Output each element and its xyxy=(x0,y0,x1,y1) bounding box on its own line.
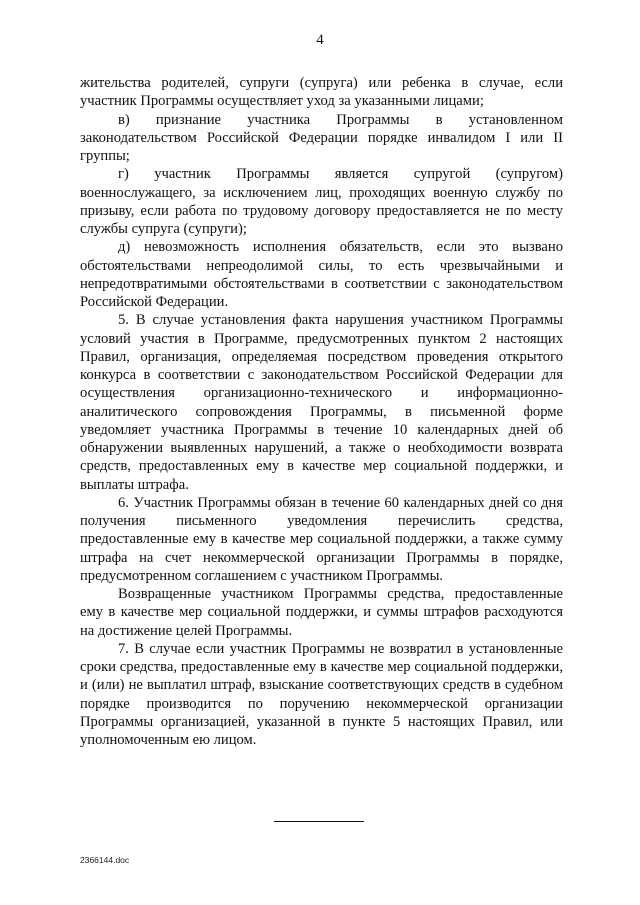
document-file-id: 2366144.doc xyxy=(80,855,130,865)
page-number: 4 xyxy=(316,32,324,48)
paragraph-item-d: д) невозможность исполнения обязательств, если это вызвано обстоятельствами непреодолимой силы, то есть чрезвычайными и непредотвратимыми обстоятельствами в соответствии с законодательством Российской Федерации. xyxy=(80,239,563,310)
paragraph-clause-7: 7. В случае если участник Программы не возвратил в установленные сроки средства, предоставленные ему в качестве мер социальной поддержки, и (или) не выплатил штраф, взыскание соответствующих средств в судебном порядке производится по поручению некоммерческой организации Программы организацией, указанной в пункте 5 настоящих Правил, или уполномоченным ею лицом. xyxy=(80,640,563,748)
paragraph-returned-funds: Возвращенные участником Программы средства, предоставленные ему в качестве мер социальной поддержки, и суммы штрафов расходуются на достижение целей Программы. xyxy=(80,586,563,639)
paragraph-clause-5: 5. В случае установления факта нарушения участником Программы условий участия в Программе, предусмотренных пунктом 2 настоящих Правил, организация, определяемая посредством проведения открытого конкурса в соответствии с законодательством Российской Федерации для осуществления организационно-технического и информационно-аналитического сопровождения Программы, в письменной форме уведомляет участника Программы в течение 10 календарных дней об обнаружении выявленных нарушений, а также о необходимости возврата средств, предоставленных ему в качестве мер социальной поддержки, и выплаты штрафа. xyxy=(80,312,563,493)
document-body xyxy=(80,74,563,749)
paragraph-item-g: г) участник Программы является супругой (супругом) военнослужащего, за исключением лиц, проходящих военную службу по призыву, если работа по трудовому договору предоставляется не по месту службы супруга (супруги); xyxy=(80,166,563,237)
paragraph-item-v: в) признание участника Программы в установленном законодательством Российской Федерации порядке инвалидом I или II группы; xyxy=(80,111,563,164)
paragraph-residence-clause: жительства родителей, супруги (супруга) или ребенка в случае, если участник Программы осуществляет уход за указанными лицами; xyxy=(80,75,563,110)
end-separator-line xyxy=(274,821,364,822)
paragraph-clause-6: 6. Участник Программы обязан в течение 60 календарных дней со дня получения письменного уведомления перечислить средства, предоставленные ему в качестве мер социальной поддержки, а также сумму штрафа на счет некоммерческой организации Программы в порядке, предусмотренном соглашением с участником Программы. xyxy=(80,494,563,584)
